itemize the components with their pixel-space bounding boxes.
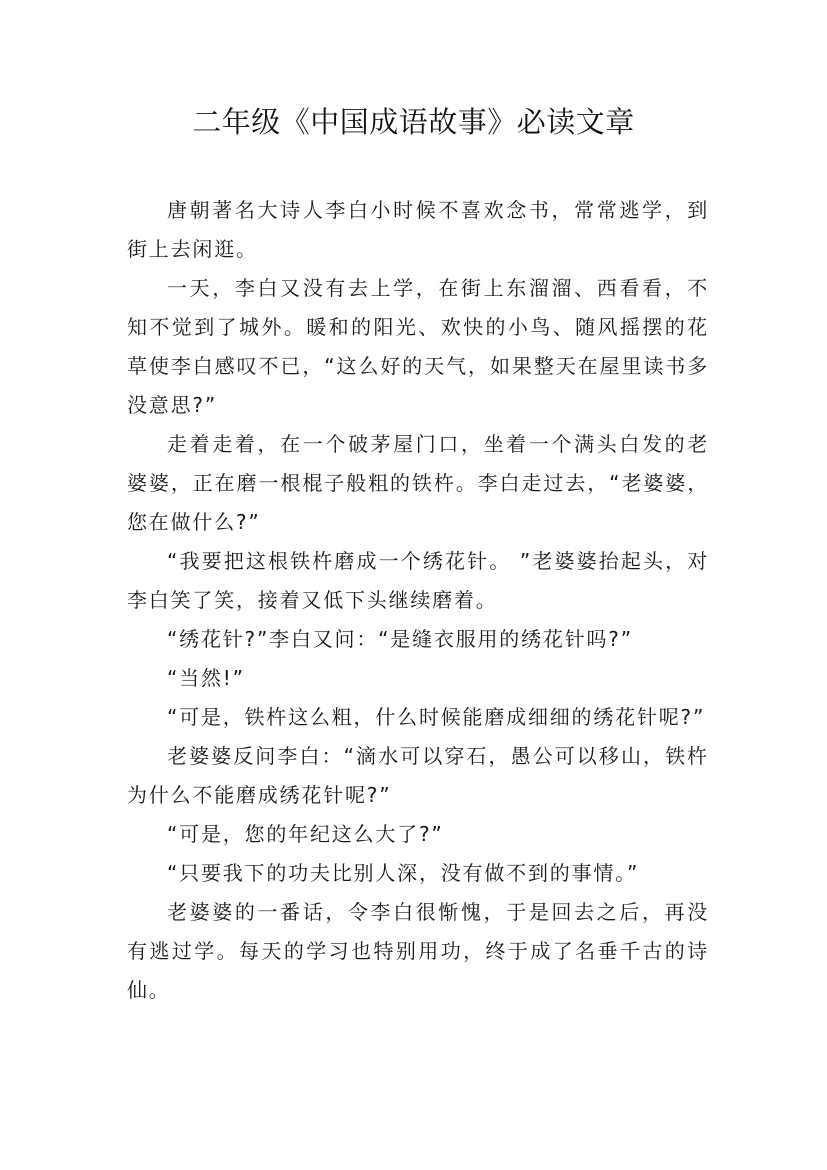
paragraph: “可是，铁杵这么粗，什么时候能磨成细细的绣花针呢?” [167,705,706,729]
paragraph: “可是，您的年纪这么大了?” [167,822,444,846]
paragraph: 走着走着，在一个破茅屋门口，坐着一个满头白发的老婆婆，正在磨一根棍子般粗的铁杵。李白走过去，“老婆婆，您在做什么?” [127,432,709,534]
paragraph: “当然!” [167,666,245,690]
document-body [127,191,709,1010]
paragraph: “我要把这根铁杵磨成一个绣花针。 ”老婆婆抬起头，对李白笑了笑，接着又低下头继续磨着。 [127,549,709,612]
document-title: 二年级《中国成语故事》必读文章 [192,105,635,139]
paragraph: 一天，李白又没有去上学，在街上东溜溜、西看看，不知不觉到了城外。暖和的阳光、欢快的小鸟、随风摇摆的花草使李白感叹不已，“这么好的天气，如果整天在屋里读书多没意思?” [127,276,709,417]
paragraph: 唐朝著名大诗人李白小时候不喜欢念书，常常逃学，到街上去闲逛。 [127,198,709,261]
paragraph: 老婆婆反问李白：“滴水可以穿石，愚公可以移山，铁杵为什么不能磨成绣花针呢?” [127,744,709,807]
paragraph: 老婆婆的一番话，令李白很惭愧，于是回去之后，再没有逃过学。每天的学习也特别用功，终于成了名垂千古的诗仙。 [127,900,709,1002]
paragraph: “只要我下的功夫比别人深，没有做不到的事情。” [167,861,640,885]
paragraph: “绣花针?”李白又问：“是缝衣服用的绣花针吗?” [167,627,633,651]
